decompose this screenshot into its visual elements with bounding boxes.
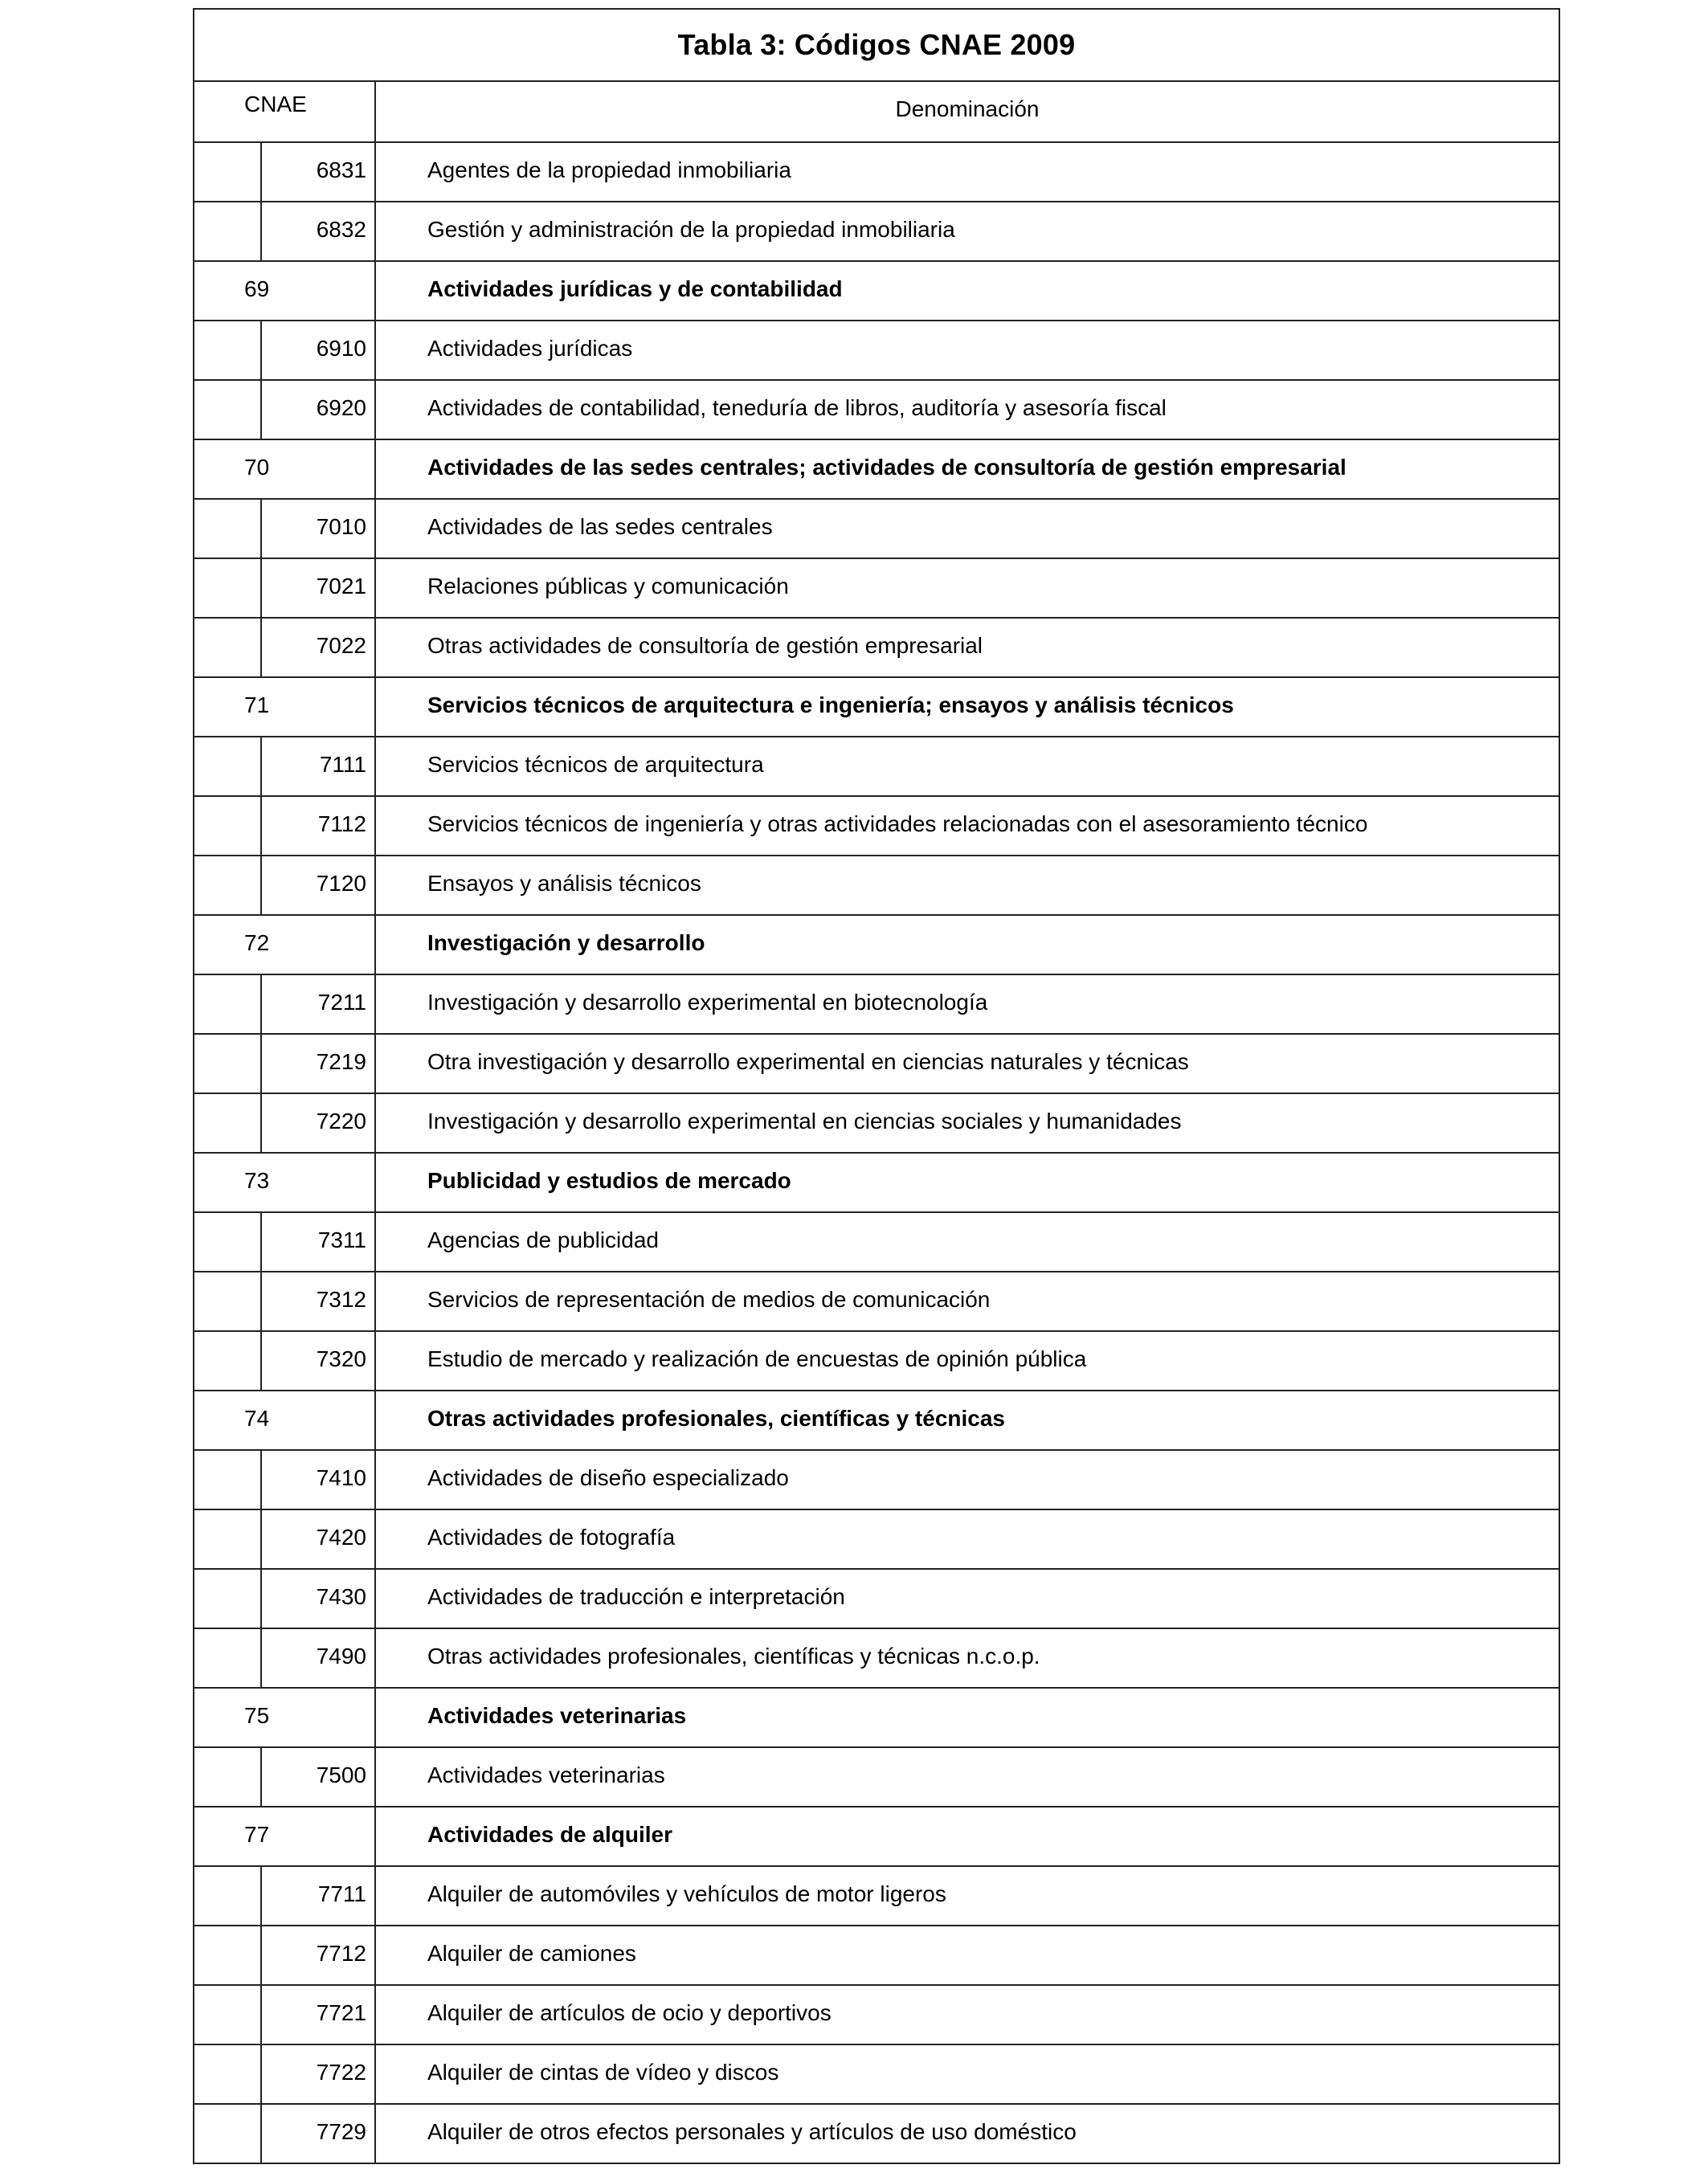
class-denomination: Servicios técnicos de arquitectura — [427, 752, 764, 777]
table-row — [194, 381, 1559, 440]
indent-cell — [194, 856, 262, 914]
class-denomination: Actividades de las sedes centrales — [427, 514, 773, 539]
class-denomination: Otras actividades profesionales, científicas y técnicas n.c.o.p. — [427, 1644, 1040, 1669]
class-denomination: Otras actividades de consultoría de gestión empresarial — [427, 633, 983, 658]
class-code: 6910 — [262, 321, 376, 379]
table-row — [194, 975, 1559, 1035]
table-row-group — [194, 440, 1559, 500]
indent-cell — [194, 1748, 262, 1806]
class-denomination: Alquiler de cintas de vídeo y discos — [427, 2060, 779, 2085]
indent-cell — [194, 1213, 262, 1271]
table-row — [194, 1035, 1559, 1094]
table-row — [194, 619, 1559, 678]
table-row — [194, 1629, 1559, 1689]
class-denomination: Gestión y administración de la propiedad inmobiliaria — [427, 217, 955, 242]
table-row — [194, 559, 1559, 619]
table-row — [194, 797, 1559, 856]
class-code: 7711 — [262, 1867, 376, 1925]
indent-cell — [194, 797, 262, 855]
header-denominacion: Denominación — [895, 96, 1040, 121]
table-row — [194, 1926, 1559, 1986]
class-code: 6832 — [262, 202, 376, 260]
class-denomination: Agencias de publicidad — [427, 1227, 659, 1252]
class-code: 7021 — [262, 559, 376, 617]
indent-cell — [194, 619, 262, 676]
group-code: 75 — [194, 1689, 376, 1746]
class-code: 7729 — [262, 2105, 376, 2163]
class-denomination: Alquiler de automóviles y vehículos de motor ligeros — [427, 1881, 946, 1906]
class-denomination: Servicios técnicos de ingeniería y otras actividades relacionadas con el asesoramiento técnico — [427, 811, 1368, 836]
table-row-group — [194, 1689, 1559, 1748]
table-row — [194, 1867, 1559, 1926]
indent-cell — [194, 1629, 262, 1687]
class-denomination: Investigación y desarrollo experimental en ciencias sociales y humanidades — [427, 1109, 1182, 1133]
group-denomination: Actividades de las sedes centrales; actividades de consultoría de gestión empresarial — [427, 455, 1346, 480]
class-denomination: Alquiler de camiones — [427, 1941, 636, 1966]
class-denomination: Actividades de fotografía — [427, 1525, 676, 1550]
class-denomination: Servicios de representación de medios de comunicación — [427, 1287, 991, 1312]
group-denomination: Actividades de alquiler — [427, 1822, 672, 1847]
class-code: 7311 — [262, 1213, 376, 1271]
table-row — [194, 1213, 1559, 1272]
table-body — [194, 143, 1559, 2164]
table-row — [194, 1094, 1559, 1154]
class-code: 6920 — [262, 381, 376, 439]
table-row — [194, 202, 1559, 262]
table-row — [194, 321, 1559, 381]
group-denomination: Actividades veterinarias — [427, 1703, 687, 1728]
table-row-group — [194, 916, 1559, 975]
group-code: 71 — [194, 678, 376, 736]
class-code: 7420 — [262, 1510, 376, 1568]
indent-cell — [194, 559, 262, 617]
table-row — [194, 143, 1559, 202]
class-code: 7721 — [262, 1986, 376, 2044]
indent-cell — [194, 1926, 262, 1984]
indent-cell — [194, 321, 262, 379]
class-code: 6831 — [262, 143, 376, 201]
table-row-group — [194, 1391, 1559, 1451]
class-denomination: Actividades jurídicas — [427, 336, 633, 361]
class-code: 7312 — [262, 1272, 376, 1330]
indent-cell — [194, 2105, 262, 2163]
indent-cell — [194, 381, 262, 439]
table-row — [194, 1510, 1559, 1570]
class-denomination: Relaciones públicas y comunicación — [427, 574, 789, 598]
indent-cell — [194, 500, 262, 558]
group-denomination: Publicidad y estudios de mercado — [427, 1168, 791, 1193]
class-denomination: Ensayos y análisis técnicos — [427, 871, 701, 896]
class-denomination: Estudio de mercado y realización de encuestas de opinión pública — [427, 1346, 1087, 1371]
table-row-group — [194, 1154, 1559, 1213]
table-row-group — [194, 678, 1559, 737]
indent-cell — [194, 1510, 262, 1568]
indent-cell — [194, 1986, 262, 2044]
class-code: 7500 — [262, 1748, 376, 1806]
class-denomination: Agentes de la propiedad inmobiliaria — [427, 157, 791, 182]
group-denomination: Actividades jurídicas y de contabilidad — [427, 276, 843, 301]
class-code: 7211 — [262, 975, 376, 1033]
table-row-group — [194, 1807, 1559, 1867]
indent-cell — [194, 1867, 262, 1925]
class-code: 7111 — [262, 737, 376, 795]
class-code: 7490 — [262, 1629, 376, 1687]
table-header — [194, 82, 1559, 143]
table-row — [194, 737, 1559, 797]
table-row — [194, 2045, 1559, 2105]
class-code: 7722 — [262, 2045, 376, 2103]
indent-cell — [194, 1570, 262, 1628]
class-code: 7220 — [262, 1094, 376, 1152]
group-code: 73 — [194, 1154, 376, 1211]
cnae-table — [193, 8, 1560, 2164]
class-code: 7320 — [262, 1332, 376, 1390]
indent-cell — [194, 1332, 262, 1390]
group-code: 77 — [194, 1807, 376, 1865]
indent-cell — [194, 975, 262, 1033]
table-row — [194, 1570, 1559, 1629]
group-code: 74 — [194, 1391, 376, 1449]
table-row — [194, 1272, 1559, 1332]
class-code: 7430 — [262, 1570, 376, 1628]
class-code: 7112 — [262, 797, 376, 855]
class-denomination: Investigación y desarrollo experimental en biotecnología — [427, 990, 988, 1015]
class-denomination: Actividades de diseño especializado — [427, 1465, 789, 1490]
indent-cell — [194, 737, 262, 795]
indent-cell — [194, 2045, 262, 2103]
indent-cell — [194, 1094, 262, 1152]
class-code: 7022 — [262, 619, 376, 676]
class-denomination: Actividades de contabilidad, teneduría de libros, auditoría y asesoría fiscal — [427, 395, 1167, 420]
class-denomination: Actividades de traducción e interpretación — [427, 1584, 845, 1609]
table-row — [194, 500, 1559, 559]
group-code: 69 — [194, 262, 376, 320]
class-denomination: Alquiler de otros efectos personales y artículos de uso doméstico — [427, 2119, 1077, 2144]
indent-cell — [194, 1451, 262, 1509]
header-cnae: CNAE — [194, 82, 376, 141]
table-row — [194, 1332, 1559, 1391]
class-code: 7120 — [262, 856, 376, 914]
table-row — [194, 1986, 1559, 2045]
class-denomination: Actividades veterinarias — [427, 1762, 665, 1787]
class-denomination: Otra investigación y desarrollo experimental en ciencias naturales y técnicas — [427, 1049, 1189, 1074]
table-row — [194, 856, 1559, 916]
class-code: 7010 — [262, 500, 376, 558]
indent-cell — [194, 1035, 262, 1093]
table-row — [194, 1451, 1559, 1510]
group-code: 72 — [194, 916, 376, 974]
class-denomination: Alquiler de artículos de ocio y deportivos — [427, 2000, 832, 2025]
group-code: 70 — [194, 440, 376, 498]
class-code: 7410 — [262, 1451, 376, 1509]
class-code: 7219 — [262, 1035, 376, 1093]
indent-cell — [194, 143, 262, 201]
table-row — [194, 2105, 1559, 2164]
group-denomination: Otras actividades profesionales, científicas y técnicas — [427, 1406, 1005, 1431]
class-code: 7712 — [262, 1926, 376, 1984]
indent-cell — [194, 202, 262, 260]
group-denomination: Investigación y desarrollo — [427, 930, 705, 955]
table-row — [194, 1748, 1559, 1807]
table-title: Tabla 3: Códigos CNAE 2009 — [194, 10, 1559, 82]
indent-cell — [194, 1272, 262, 1330]
group-denomination: Servicios técnicos de arquitectura e ingeniería; ensayos y análisis técnicos — [427, 692, 1234, 717]
table-row-group — [194, 262, 1559, 321]
